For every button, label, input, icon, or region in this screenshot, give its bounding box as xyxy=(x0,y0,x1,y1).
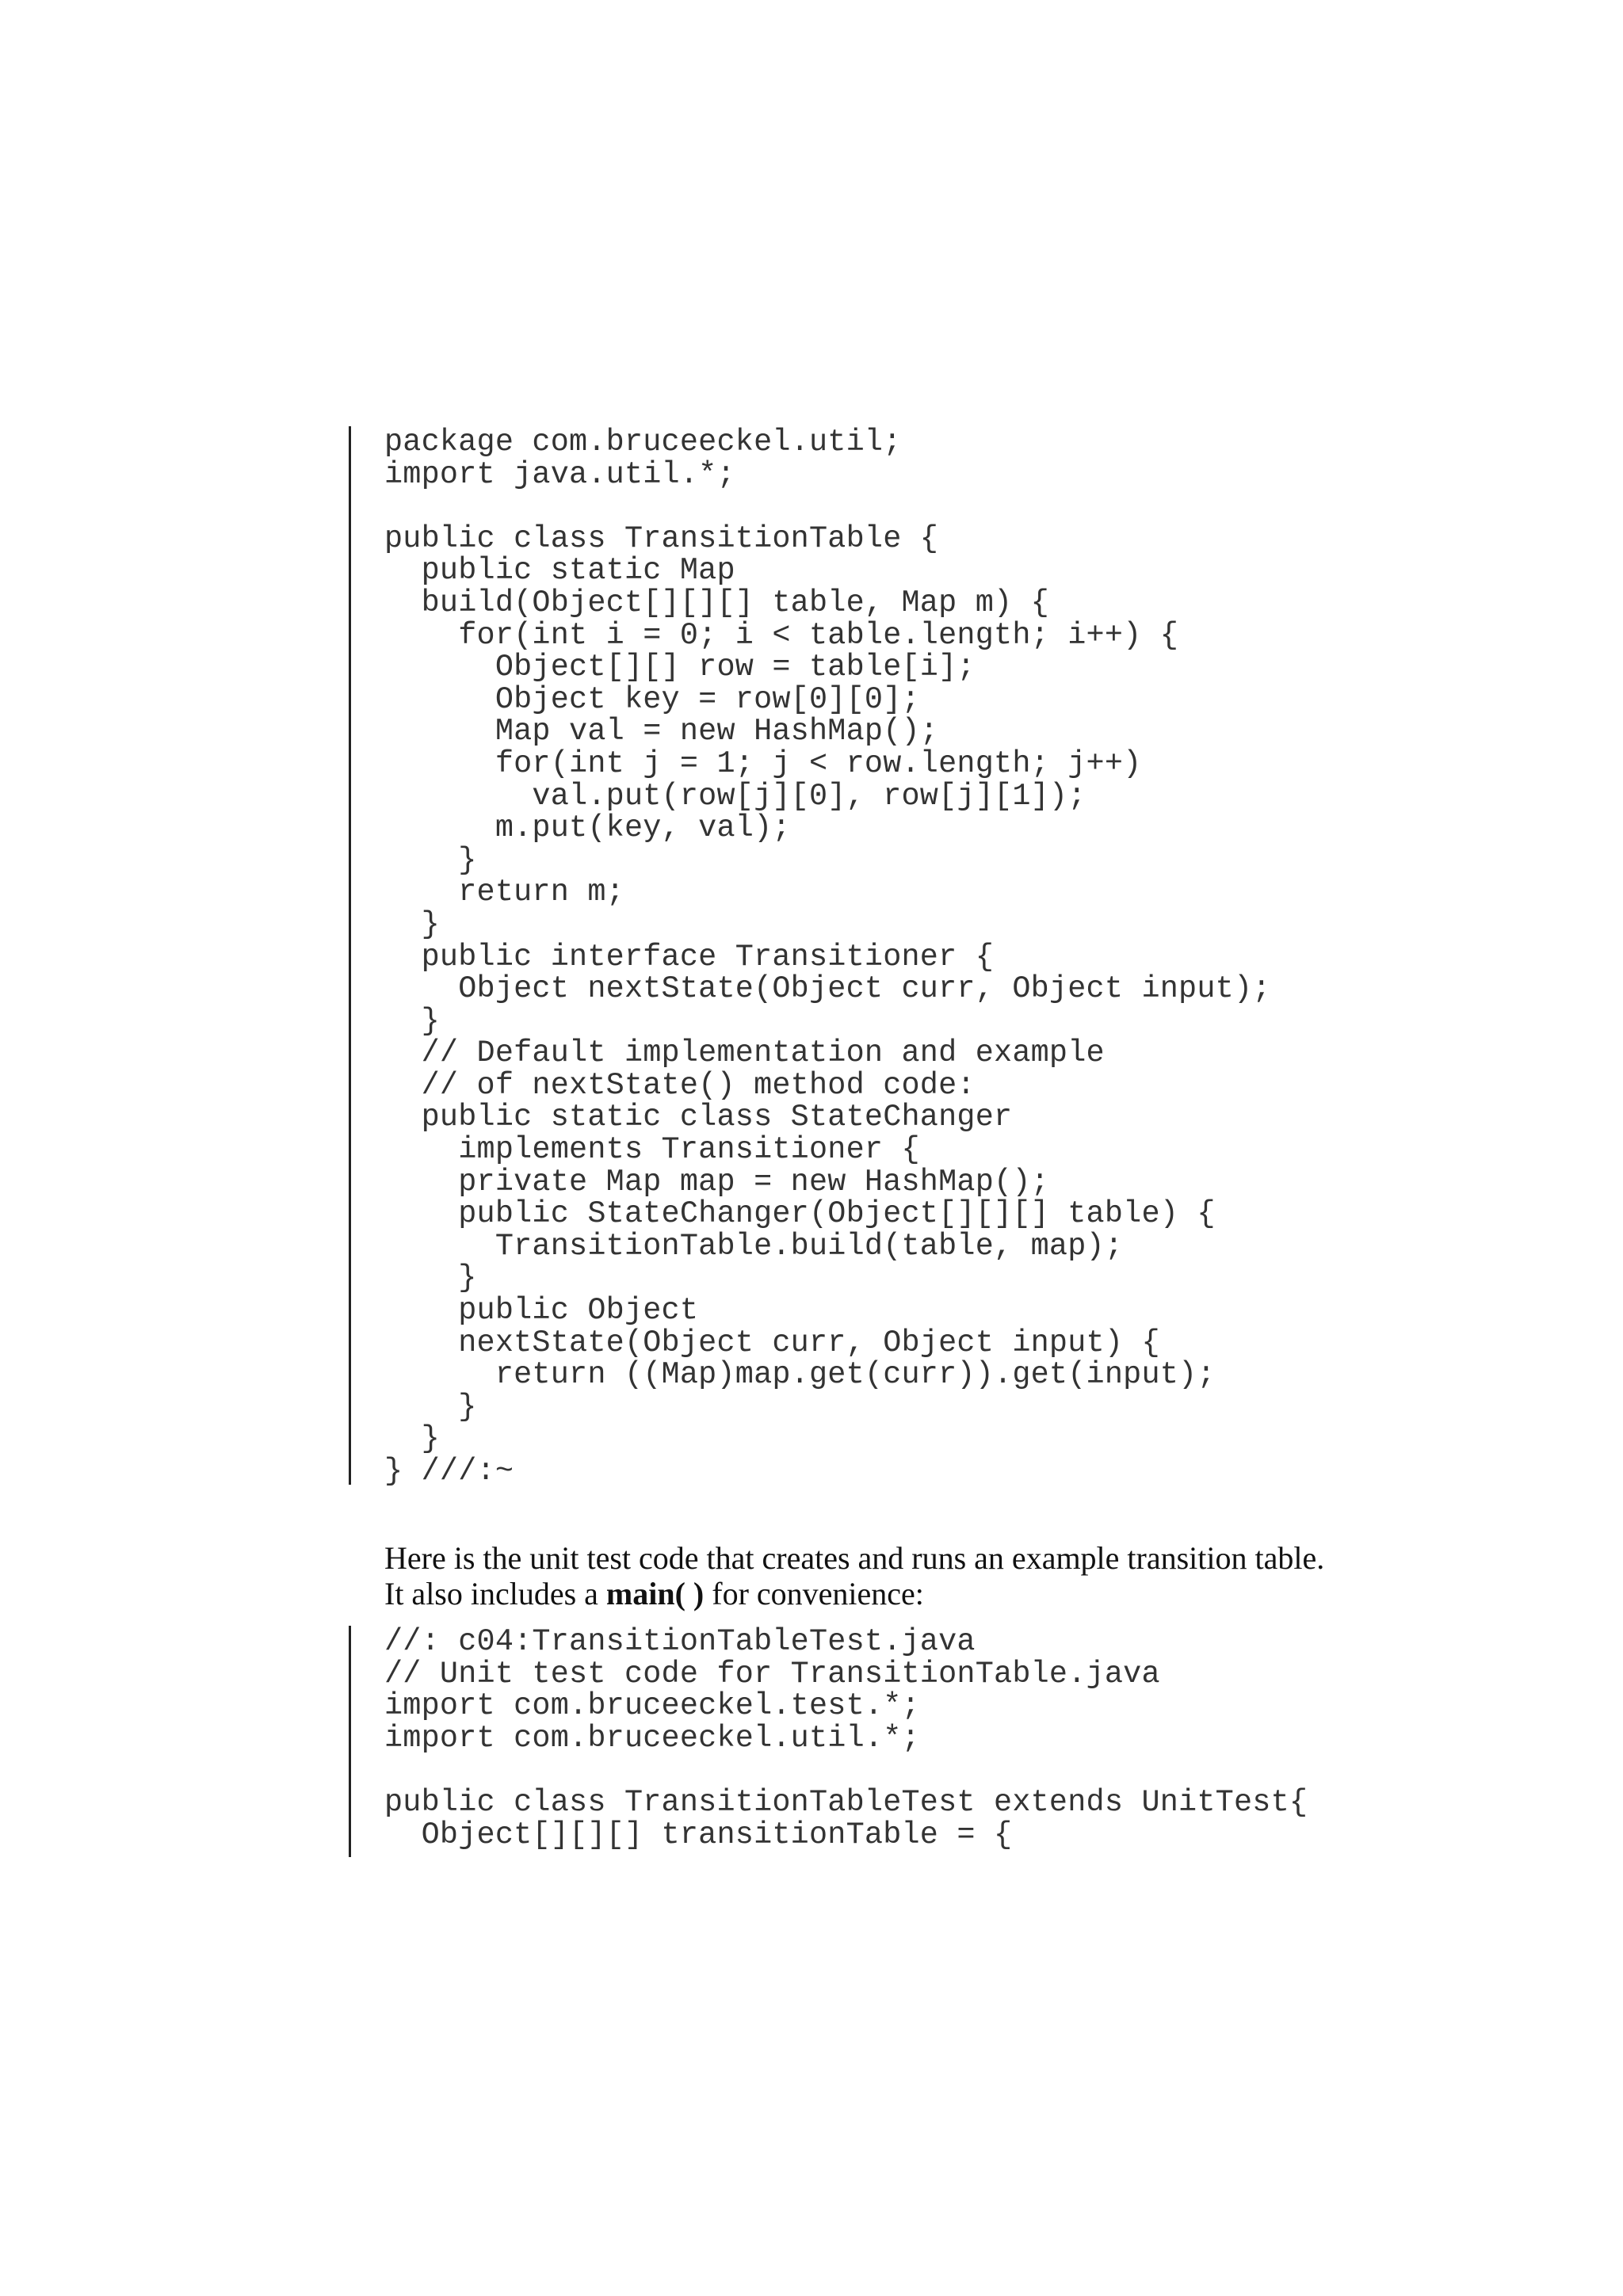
code-line: for(int i = 0; i < table.length; i++) { xyxy=(384,617,1179,653)
code-line: package com.bruceeckel.util; xyxy=(384,425,902,460)
code-line: for(int j = 1; j < row.length; j++) xyxy=(384,746,1142,781)
code-line: public class TransitionTableTest extends UnitTest{ xyxy=(384,1784,1308,1820)
code-line: import com.bruceeckel.util.*; xyxy=(384,1720,920,1756)
code-line: public static Map xyxy=(384,553,735,589)
paragraph-text-after: for convenience: xyxy=(704,1576,924,1611)
code-line: return ((Map)map.get(curr)).get(input); xyxy=(384,1357,1216,1393)
code-line: public class TransitionTable { xyxy=(384,521,939,556)
code-line xyxy=(384,490,1271,523)
code-line: Object key = row[0][0]; xyxy=(384,681,920,717)
code-line: Object[][][] transitionTable = { xyxy=(384,1817,1013,1852)
code-listing-transition-table-test xyxy=(349,1626,1308,1857)
code-line: Map val = new HashMap(); xyxy=(384,714,939,749)
code-line: implements Transitioner { xyxy=(384,1132,920,1168)
code-line: Object[][] row = table[i]; xyxy=(384,650,976,685)
code-line: return m; xyxy=(384,875,624,910)
code-line: public interface Transitioner { xyxy=(384,939,995,974)
paragraph-text-before: Here is the unit test code that creates and runs an example transition table. It also includes a xyxy=(384,1540,1325,1611)
code-line: //: c04:TransitionTableTest.java xyxy=(384,1624,976,1659)
code-line: public static class StateChanger xyxy=(384,1100,1013,1135)
code-line: public StateChanger(Object[][][] table) { xyxy=(384,1196,1216,1232)
code-line: import com.bruceeckel.test.*; xyxy=(384,1688,920,1724)
code-line: } ///:~ xyxy=(384,1454,514,1489)
code-line: // of nextState() method code: xyxy=(384,1067,976,1103)
body-paragraph xyxy=(384,1540,1335,1611)
code-line: TransitionTable.build(table, map); xyxy=(384,1228,1124,1264)
code-line: // Default implementation and example xyxy=(384,1035,1105,1071)
code-line: Object nextState(Object curr, Object input); xyxy=(384,971,1271,1007)
code-line: } xyxy=(384,1421,440,1457)
code-line: private Map map = new HashMap(); xyxy=(384,1164,1049,1199)
code-line: build(Object[][][] table, Map m) { xyxy=(384,585,1049,620)
code-line: public Object xyxy=(384,1293,699,1329)
code-line: } xyxy=(384,906,440,942)
code-line: val.put(row[j][0], row[j][1]); xyxy=(384,778,1086,814)
code-line: // Unit test code for TransitionTable.java xyxy=(384,1656,1160,1691)
code-listing-transition-table xyxy=(349,425,1271,1489)
code-line: import java.util.*; xyxy=(384,456,735,492)
code-line: } xyxy=(384,1003,440,1039)
code-line: nextState(Object curr, Object input) { xyxy=(384,1325,1160,1360)
code-line: m.put(key, val); xyxy=(384,810,791,846)
code-line: } xyxy=(384,1389,477,1425)
code-line: } xyxy=(384,1261,477,1296)
code-line xyxy=(384,1754,1308,1787)
main-method-reference: main( ) xyxy=(605,1576,705,1611)
code-line: } xyxy=(384,842,477,878)
